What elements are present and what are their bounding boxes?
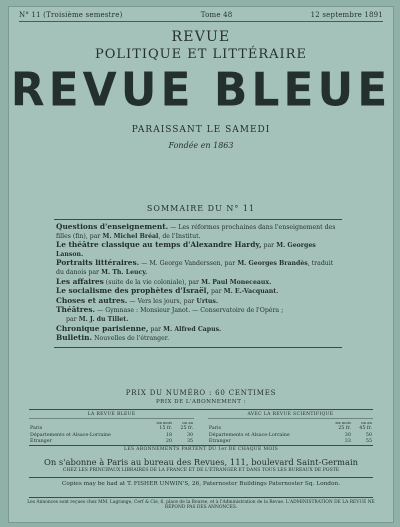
contents-entry [56,306,340,324]
contents-entry [56,334,340,344]
entry-body: par [261,242,275,250]
divider [29,497,373,498]
row-place: Paris [208,426,222,432]
entry-author: M. J. du Tillet. [76,315,129,323]
row-six-months: 18 [165,432,172,438]
entry-lead: Théâtres. [56,305,96,315]
contents-title: SOMMAIRE DU N° 11 [146,204,256,213]
row-six-months: 20 [165,438,172,444]
advertising-note: Les Annonces sont reçues chez MM. Lagrange, Cerf & Cie, 6, place de la Bourse, et à l'Administration de la Revue. L'ADMINISTRATION DE LA REVUE NE RÉPOND PAS DES ANNONCES. [27,500,375,511]
entry-lead: Le théâtre classique au temps d'Alexandre Hardy, [56,240,262,250]
row-place: Départements et Alsace-Lorraine [208,432,290,438]
row-six-months: 30 [344,432,351,438]
row-place: Étranger [30,438,52,444]
entry-lead: Chronique parisienne, [56,323,149,333]
masthead-title: REVUE BLEUE [10,63,392,118]
entry-tail: , traduit du danois par [56,260,334,276]
subscription-table-revue [29,412,194,445]
issue-date: 12 septembre 1891 [310,11,383,19]
publication-frequency: PARAISSANT LE SAMEDI [131,125,271,135]
contents-entry [56,259,340,277]
row-six-months: 15 fr. [159,426,172,432]
issue-number: N° 11 (Troisième semestre) [19,11,123,19]
entry-lead: Les affaires [56,276,104,286]
entry-lead: Le socialisme des prophètes d'Israël, [56,286,210,296]
entry-tail: , de l'Institut. [158,232,201,240]
entry-body: — Les réformes prochaines dans l'enseignement des filles (fin), par [56,224,336,240]
masthead-subtitle: POLITIQUE ET LITTÉRAIRE [95,47,307,62]
masthead-revue: REVUE [171,29,231,45]
row-place: Étranger [208,438,231,444]
row-one-year: 30 [187,432,194,438]
entry-author: M. E.-Vacquant. [221,288,279,296]
col-header: un an [361,420,372,426]
subscription-title: PRIX DE L'ABONNEMENT : [155,399,246,405]
subscription-start-note: LES ABONNEMENTS PARTENT DU 1er DE CHAQUE MOIS [123,447,279,452]
col-header: un an [182,420,194,426]
issue-header [19,11,383,22]
row-one-year: 45 fr. [359,426,372,432]
subscription-tables [29,409,373,445]
entry-lead: Questions d'enseignement. [56,222,169,231]
table-title: AVEC LA REVUE SCIENTIFIQUE [208,412,373,419]
magazine-cover [8,6,394,523]
subscription-outlets: CHEZ LES PRINCIPAUX LIBRAIRES DE LA FRANCE ET DE L'ÉTRANGER ET DANS TOUS LES BUREAUX DE POSTE [62,468,340,473]
entry-body: — Gymnase : Monsieur Janot. — Conservatoire de l'Opéra ; [95,307,284,315]
table-title: LA REVUE BLEUE [29,412,194,419]
entry-body: par [148,325,162,333]
masthead [9,29,393,150]
row-place: Paris [30,426,43,432]
col-header: six mois [335,420,351,426]
entry-body: — M. George Vanderssen, par [139,260,236,268]
row-six-months: 33 [344,438,351,444]
issue-price: PRIX DU NUMÉRO : 60 CENTIMES [125,389,277,397]
entry-line2: par [66,315,77,323]
tome-number: Tome 48 [200,11,233,19]
row-six-months: 25 fr. [338,426,351,432]
contents-entry [56,241,340,259]
entry-translator: M. Th. Leucy. [99,268,148,276]
divider [29,477,373,478]
entry-body: — Vers les jours, par [127,297,195,305]
entry-lead: Bulletin. [56,333,93,343]
contents-entry [56,297,340,307]
entry-author: Urtus. [194,297,219,305]
entry-author: M. Alfred Capus. [161,325,222,333]
row-one-year: 25 fr. [180,426,194,432]
entry-author: M. Michel Bréal [100,232,159,240]
row-one-year: 35 [187,438,194,444]
entry-author: M. Georges Lanson. [56,242,316,258]
subscription-table-scientifique [208,412,373,445]
entry-body: par [209,288,222,296]
row-place: Départements et Alsace-Lorraine [30,432,111,438]
contents-entry [56,325,340,335]
entry-author: M. Georges Brandès [235,260,308,268]
col-header: six mois [156,420,172,426]
entry-body: (suite de la vie coloniale), par [103,278,199,286]
founded-year: Fondée en 1863 [168,141,234,150]
entry-lead: Portraits littéraires. [56,258,140,268]
divider [29,445,373,446]
row-one-year: 50 [365,432,372,438]
subscription-office: On s'abonne à Paris au bureau des Revues, 111, boulevard Saint-Germain [43,457,359,467]
entry-body: Nouvelles de l'étranger. [92,335,170,343]
entry-lead: Choses et autres. [56,295,128,305]
row-one-year: 55 [365,438,372,444]
contents-box [54,219,342,348]
entry-author: M. Paul Moneceaux. [198,278,272,286]
contents-entry [56,223,340,241]
london-agent: Copies may be had at T. FISHER UNWIN'S, 26, Paternoster Buildings Paternoster Sq. London. [61,481,341,487]
